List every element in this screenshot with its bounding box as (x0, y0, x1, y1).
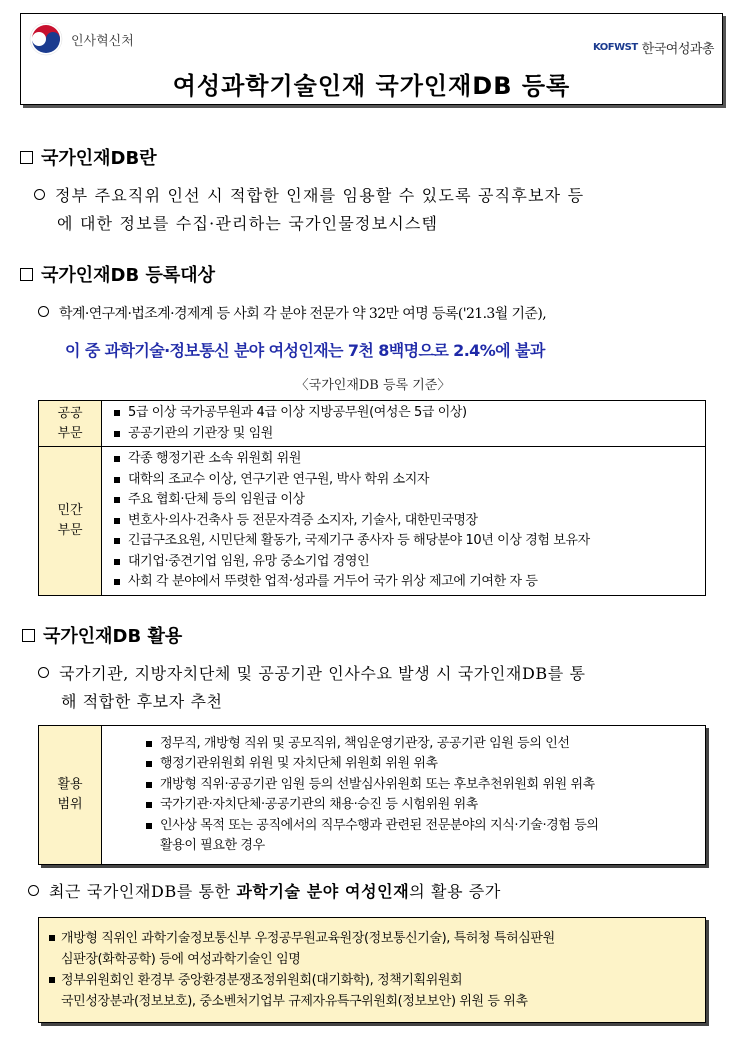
list-item: 개방형 직위인 과학기술정보통신부 우정공무원교육원장(정보통신기술), 특허청 특허심판원 (49, 928, 695, 949)
section3-bullet (38, 660, 738, 716)
circle-bullet-icon (34, 189, 45, 200)
org-left-name: 인사혁신처 (71, 33, 134, 49)
section3-line1: 국가기관, 지방자치단체 및 공공기관 인사수요 발생 시 국가인재DB를 통 (59, 664, 586, 683)
section3-heading-text: 국가인재DB 활용 (43, 626, 183, 647)
list-item: 개방형 직위·공공기관 임원 등의 선발심사위원회 또는 후보추천위원회 위원 위촉 (142, 775, 697, 796)
org-left (29, 22, 134, 56)
category-line: 범위 (57, 797, 83, 812)
usage-scope-table (38, 725, 706, 865)
category-line: 공공 (57, 405, 83, 421)
kofwst-logo: KOFWST (592, 42, 638, 53)
recent-bold: 과학기술 분야 여성인재 (236, 882, 410, 901)
list-item: 정부위원회인 환경부 중앙환경분쟁조정위원회(대기화학), 정책기획위원회 (49, 970, 695, 991)
section1-bullet (34, 182, 734, 238)
registration-criteria-table (38, 400, 706, 596)
list-item: 5급 이상 국가공무원과 4급 이상 지방공무원(여성은 5급 이상) (110, 403, 697, 424)
header-box (20, 13, 723, 105)
list-item: 사회 각 분야에서 뚜렷한 업적·성과를 거두어 국가 위상 제고에 기여한 자 등 (110, 572, 697, 593)
list-item: 대기업·중견기업 임원, 유망 중소기업 경영인 (110, 552, 697, 573)
usage-items (102, 726, 706, 865)
list-item: 각종 행정기관 소속 위원회 위원 (110, 449, 697, 470)
list-item: 정무직, 개방형 직위 및 공모직위, 책임운영기관장, 공공기관 임원 등의 인선 (142, 734, 697, 755)
table-row (39, 726, 706, 865)
list-item: 인사상 목적 또는 공직에서의 직무수행과 관련된 전문분야의 지식·기술·경험 등의 (142, 816, 697, 837)
section2-heading (20, 261, 215, 287)
section1-heading (20, 144, 157, 170)
table-row (39, 447, 706, 596)
section1-heading-text: 국가인재DB란 (41, 148, 157, 169)
list-item: 변호사·의사·건축사 등 전문자격증 소지자, 기술사, 대한민국명장 (110, 511, 697, 532)
category-line: 민간 (57, 503, 83, 518)
square-bullet-icon (22, 629, 35, 642)
section2-highlight: 이 중 과학기술·정보통신 분야 여성인재는 7천 8백명으로 2.4%에 불과 (65, 341, 545, 360)
list-item: 행정기관위원회 위원 및 자치단체 위원회 위원 위촉 (142, 754, 697, 775)
category-private (39, 447, 102, 596)
recent-cases-box (38, 917, 706, 1023)
category-public (39, 401, 102, 447)
taeguk-emblem-icon (29, 22, 63, 56)
circle-bullet-icon (38, 667, 49, 678)
section2-heading-text: 국가인재DB 등록대상 (41, 265, 216, 286)
section1-line2: 에 대한 정보를 수집·관리하는 국가인물정보시스템 (57, 214, 439, 233)
circle-bullet-icon (28, 885, 39, 896)
recent-suffix: 의 활용 증가 (409, 882, 501, 901)
list-item: 긴급구조요원, 시민단체 활동가, 국제기구 종사자 등 해당분야 10년 이상 경험 보유자 (110, 531, 697, 552)
recent-prefix: 최근 국가인재DB를 통한 (49, 882, 237, 901)
section2-bullet (38, 303, 546, 323)
section1-line1: 정부 주요직위 인선 시 적합한 인재를 임용할 수 있도록 공직후보자 등 (55, 186, 585, 205)
list-item: 공공기관의 기관장 및 임원 (110, 424, 697, 445)
category-line: 활용 (57, 777, 83, 792)
list-item: 주요 협회·단체 등의 임원급 이상 (110, 490, 697, 511)
public-items (102, 401, 706, 447)
list-item-continuation: 활용이 필요한 경우 (160, 838, 265, 853)
table-row (39, 401, 706, 447)
table-caption: 〈국가인재DB 등록 기준〉 (295, 378, 451, 393)
section2-bullet-text: 학계·연구계·법조계·경제계 등 사회 각 분야 전문가 약 32만 여명 등록('21.3월 기준), (59, 306, 547, 322)
circle-bullet-icon (38, 306, 49, 317)
square-bullet-icon (20, 268, 33, 281)
page-title: 여성과학기술인재 국가인재DB 등록 (172, 72, 571, 100)
section3-line2: 해 적합한 후보자 추천 (61, 692, 223, 711)
org-right-name: 한국여성과총 (641, 42, 714, 57)
list-item: 대학의 조교수 이상, 연구기관 연구원, 박사 학위 소지자 (110, 470, 697, 491)
square-bullet-icon (20, 151, 33, 164)
section3-heading (22, 622, 182, 648)
category-usage (39, 726, 102, 865)
list-item: 국가기관·자치단체·공공기관의 채용·승진 등 시험위원 위촉 (142, 795, 697, 816)
org-right (593, 38, 714, 57)
recent-usage-bullet (28, 878, 501, 906)
list-item-continuation: 국민성장분과(정보보호), 중소벤처기업부 규제자유특구위원회(정보보안) 위원 등 위촉 (61, 994, 528, 1009)
category-line: 부문 (57, 425, 83, 441)
category-line: 부문 (57, 523, 83, 538)
private-items (102, 447, 706, 596)
list-item-continuation: 심판장(화학공학) 등에 여성과학기술인 임명 (61, 952, 301, 967)
